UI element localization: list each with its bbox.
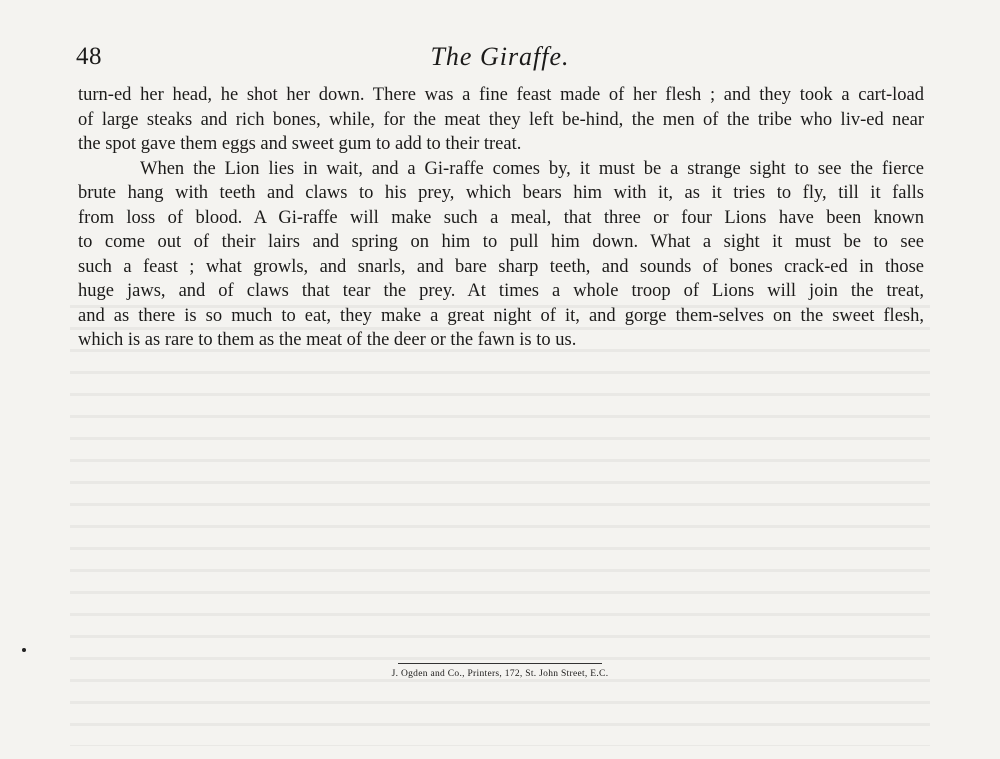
page-number: 48 xyxy=(76,43,102,70)
text-line: When the Lion lies in wait, and a Gi-raffe comes by, it must be a strange sight to see the fierce xyxy=(140,158,924,179)
footer-rule xyxy=(398,663,602,664)
text-line: such a feast ; what growls, and snarls, and bare sharp teeth, and sounds of bones crack-ed in those xyxy=(78,256,924,277)
text-line: and as there is so much to eat, they make a great night of it, and gorge them-selves on the sweet flesh, xyxy=(78,305,924,326)
body-text xyxy=(78,83,924,353)
text-line: brute hang with teeth and claws to his prey, which bears him with it, as it tries to fly, till it falls xyxy=(78,183,924,203)
running-title: The Giraffe. xyxy=(430,42,570,71)
text-line: turn-ed her head, he shot her down. There was a fine feast made of her flesh ; and they took a cart-load xyxy=(78,85,924,105)
text-line: of large steaks and rich bones, while, for the meat they left be-hind, the men of the tribe who liv-ed near xyxy=(78,109,924,130)
text-line: huge jaws, and of claws that tear the prey. At times a whole troop of Lions will join the treat, xyxy=(78,281,924,301)
text-line: which is as rare to them as the meat of the deer or the fawn is to us. xyxy=(78,330,577,350)
text-line: the spot gave them eggs and sweet gum to add to their treat. xyxy=(78,134,522,154)
text-line: from loss of blood. A Gi-raffe will make such a meal, that three or four Lions have been known xyxy=(78,207,924,228)
ink-speck xyxy=(22,648,26,652)
text-line: to come out of their lairs and spring on him to pull him down. What a sight it must be to see xyxy=(78,232,924,252)
printer-imprint: J. Ogden and Co., Printers, 172, St. John Street, E.C. xyxy=(391,669,609,679)
